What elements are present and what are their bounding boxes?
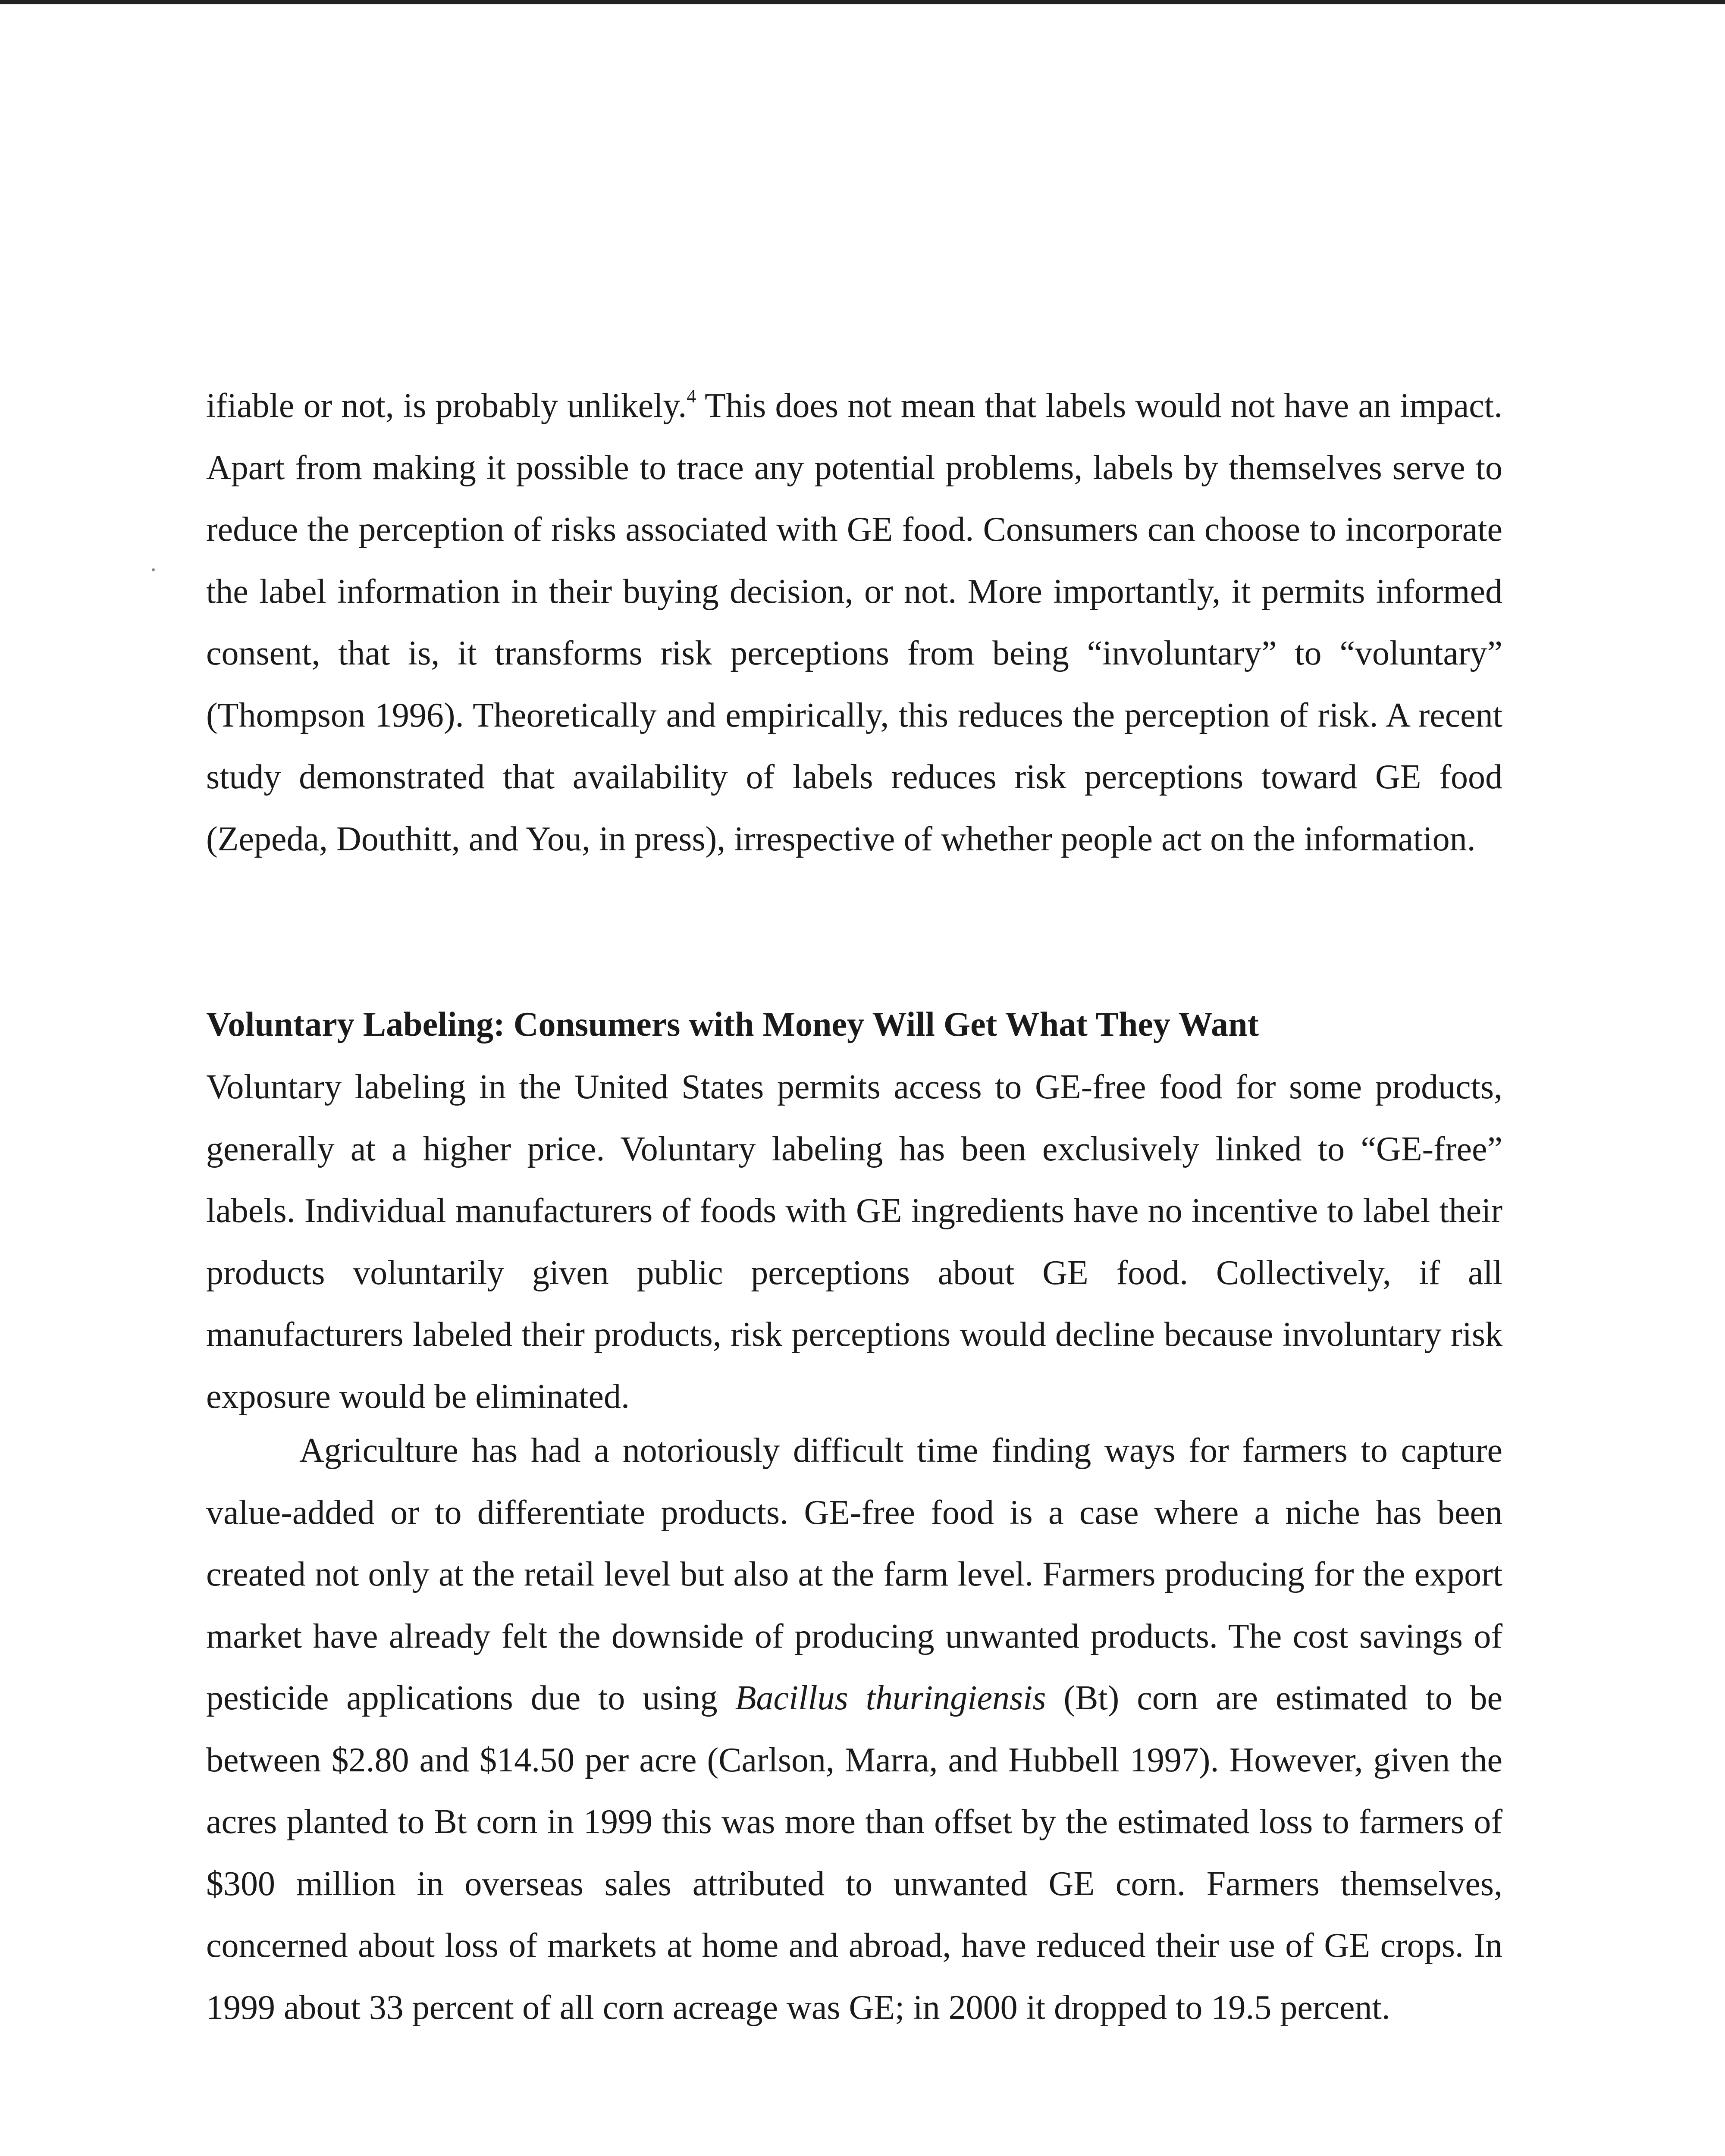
section-heading: Voluntary Labeling: Consumers with Money Will Get What They Want [206,1006,1259,1044]
body-paragraph-3 [206,1420,1502,2039]
paragraph-3-part-1: Agriculture has had a notoriously difficult time finding ways for farmers to capture value-added or to differentiate products. GE-free food is a case where a niche has been created not only at the retail level but also at the farm level. Farmers producing for the export market have already felt the downside of producing unwanted products. The cost savings of pesticide applications due to using [206,1432,1502,1717]
top-edge-rule [0,0,1725,4]
paragraph-text [206,375,1502,870]
body-paragraph-2 [206,1056,1502,1428]
footnote-reference-4: 4 [687,385,696,407]
paragraph-1-opening: ifiable or not, is probably unlikely. [206,387,687,425]
body-paragraph-1 [206,375,1502,870]
paragraph-3-part-2: (Bt) corn are estimated to be between $2.80 and $14.50 per acre (Carlson, Marra, and Hubbell 1997). However, given the acres planted to Bt corn in 1999 this was more than offset by the estimated loss to farmers of $300 million in overseas sales attributed to unwanted GE corn. Farmers themselves, concerned about loss of markets at home and abroad, have reduced their use of GE crops. In 1999 about 33 percent of all corn acreage was GE; in 2000 it dropped to 19.5 percent. [206,1679,1502,2027]
paragraph-text: Voluntary labeling in the United States permits access to GE-free food for some products, generally at a higher price. Voluntary labeling has been exclusively linked to “GE-free” labels. Individual manufacturers of foods with GE ingredients have no incentive to label their products voluntarily given public perceptions about GE food. Collectively, if all manufacturers labeled their products, risk perceptions would decline because involuntary risk exposure would be eliminated. [206,1068,1502,1416]
species-name: Bacillus thuringiensis [735,1679,1046,1717]
paragraph-1-rest: This does not mean that labels would not have an impact. Apart from making it possible to trace any potential problems, labels by themselves serve to reduce the perception of risks associated with GE food. Consumers can choose to incorporate the label information in their buying decision, or not. More importantly, it permits informed consent, that is, it transforms risk perceptions from being “involuntary” to “voluntary” (Thompson 1996). Theoretically and empirically, this reduces the perception of risk. A recent study demonstrated that availability of labels reduces risk perceptions toward GE food (Zepeda, Douthitt, and You, in press), irrespective of whether people act on the information. [206,387,1502,858]
scan-speck [152,568,155,571]
paragraph-text [206,1420,1502,2039]
